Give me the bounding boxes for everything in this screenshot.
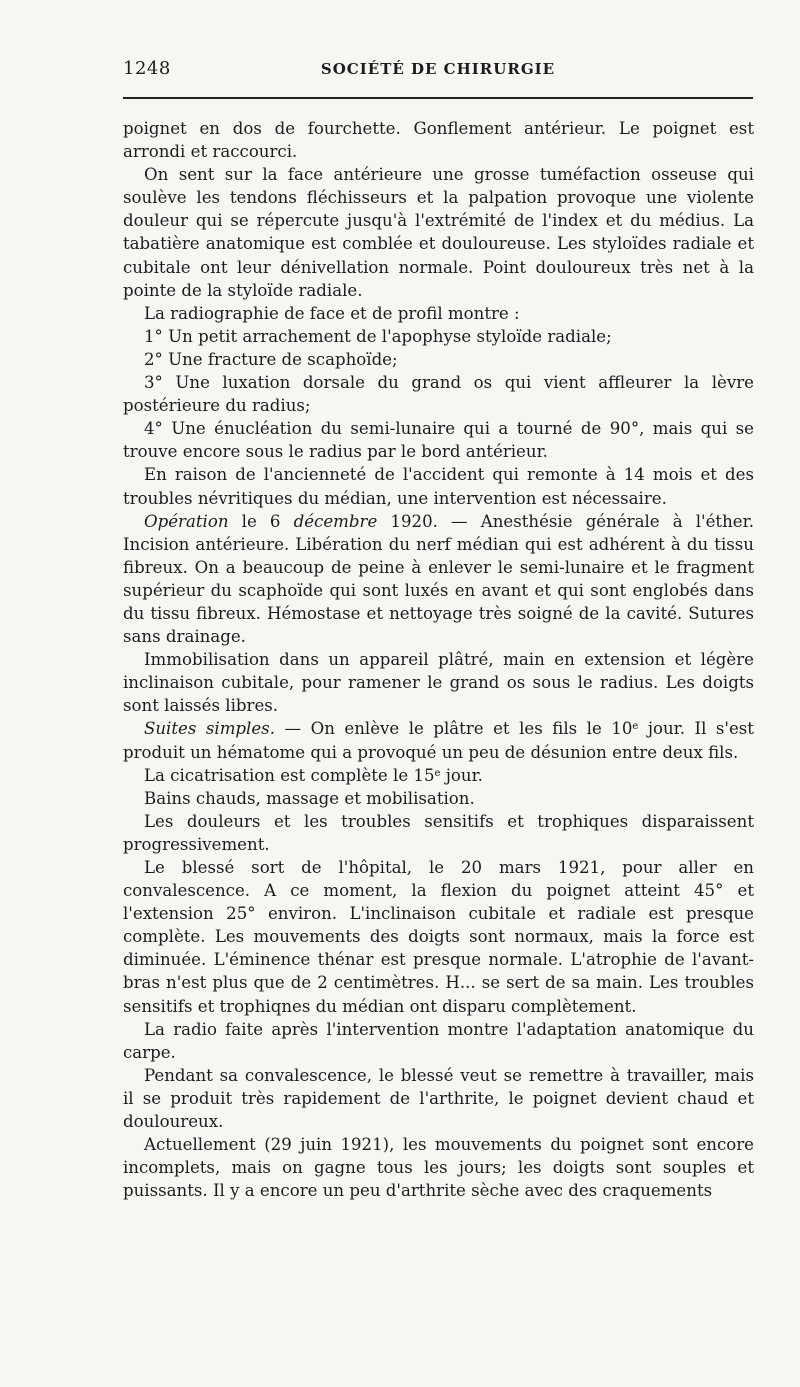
italic-heading: Suites simples.: [144, 719, 275, 739]
page-number: 1248: [123, 58, 171, 79]
paragraph: Le blessé sort de l'hôpital, le 20 mars 1921, pour aller en convalescence. A ce moment, la flexion du poignet atteint 45° et l'extension 25° environ. L'inclinaison cubitale et radiale est presque complète. Les mouvements des doigts sont normaux, mais la force est diminuée. L'éminence thénar est presque normale. L'atrophie de l'avant-bras n'est plus que de 2 centimètres. H... se sert de sa main. Les troubles sensitifs et trophiqnes du médian ont disparu complètement.: [123, 858, 754, 1016]
paragraph: Pendant sa convalescence, le blessé veut se remettre à travailler, mais il se produit très rapidement de l'arthrite, le poignet devient chaud et douloureux.: [123, 1065, 754, 1132]
paragraph: Immobilisation dans un appareil plâtré, main en extension et légère inclinaison cubitale, pour ramener le grand os sous le radius. Les doigts sont laissés libres.: [123, 650, 754, 716]
list-item: 2° Une fracture de scaphoïde;: [144, 349, 398, 369]
italic-heading: Opération: [144, 511, 229, 531]
paragraph: Actuellement (29 juin 1921), les mouvements du poignet sont encore incomplets, mais on gagne tous les jours; les doigts sont souples et puissants. Il y a encore un peu d'arthrite sèche avec des craquements: [123, 1135, 754, 1201]
text-run: — On enlève le plâtre et les fils le 10: [274, 719, 633, 739]
body-text: [123, 117, 754, 1202]
paragraph: La radiographie de face et de profil montre :: [144, 303, 520, 323]
text-run: jour.: [440, 765, 483, 785]
superscript: e: [632, 721, 639, 733]
header-rule: [123, 97, 753, 99]
text-run: 1920. — Anesthésie générale à l'éther. Incision antérieure. Libération du nerf médian qui est adhérent à du tissu fibreux. On a beaucoup de peine à enlever le semi-lunaire et le fragment supérieur du scaphoïde qui sont luxés en avant et qui sont englobés dans du tissu fibreux. Hémostase et nettoyage très soigné de la cavité. Sutures sans drainage.: [123, 511, 754, 647]
paragraph: On sent sur la face antérieure une grosse tuméfaction osseuse qui soulève les tendons fléchisseurs et la palpation provoque une violente douleur qui se répercute jusqu'à l'extrémité de l'index et du médius. La tabatière anatomique est comblée et douloureuse. Les styloïdes radiale et cubitale ont leur dénivellation normale. Point douloureux très net à la pointe de la styloïde radiale.: [123, 165, 754, 300]
paragraph: Les douleurs et les troubles sensitifs et trophiques disparaissent progressivement.: [123, 811, 754, 854]
page-header: [123, 58, 753, 88]
paragraph: poignet en dos de fourchette. Gonflement antérieur. Le poignet est arrondi et raccourci.: [123, 119, 754, 162]
superscript: e: [434, 767, 441, 779]
italic-date: décembre: [293, 511, 378, 531]
paragraph: En raison de l'ancienneté de l'accident qui remonte à 14 mois et des troubles névritiques du médian, une intervention est nécessaire.: [123, 465, 754, 508]
text-run: La cicatrisation est complète le 15: [144, 765, 435, 785]
paragraph: La radio faite après l'intervention montre l'adaptation anatomique du carpe.: [123, 1019, 754, 1062]
paragraph: Bains chauds, massage et mobilisation.: [144, 788, 475, 808]
list-item: 4° Une énucléation du semi-lunaire qui a tourné de 90°, mais qui se trouve encore sous le radius par le bord antérieur.: [123, 419, 754, 462]
text-run: le 6: [228, 511, 294, 531]
running-title: SOCIÉTÉ DE CHIRURGIE: [320, 60, 556, 78]
paragraph: [123, 510, 754, 649]
paragraph: [123, 764, 754, 787]
text-run: jour. Il s'est produit un hématome qui a provoqué un peu de désunion entre deux fils.: [123, 719, 754, 762]
paragraph: [123, 717, 754, 763]
list-item: 3° Une luxation dorsale du grand os qui vient affleurer la lèvre postérieure du radius;: [123, 373, 754, 416]
list-item: 1° Un petit arrachement de l'apophyse styloïde radiale;: [144, 326, 612, 346]
